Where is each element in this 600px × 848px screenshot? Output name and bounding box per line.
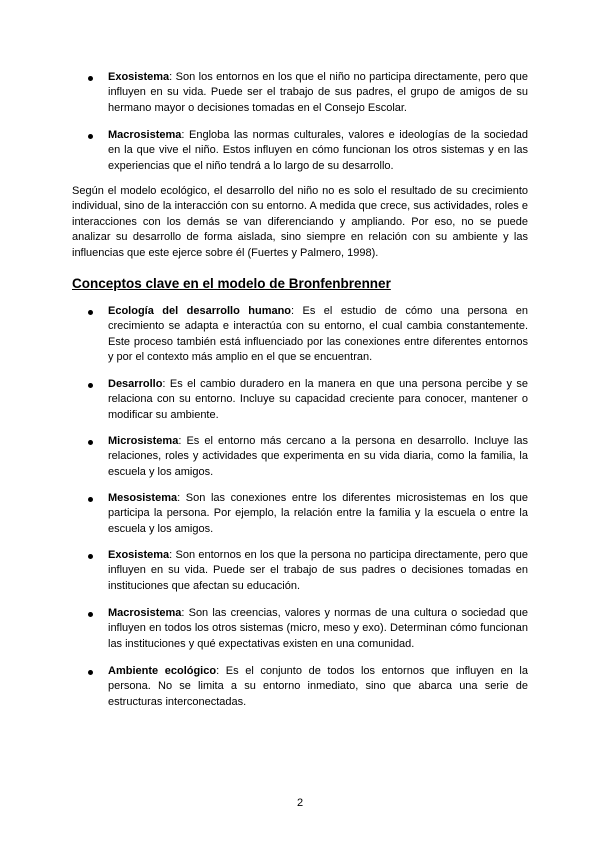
list-item: [88, 377, 528, 423]
bullet-icon: [88, 134, 93, 139]
term: Macrosistema: [108, 607, 182, 619]
list-item: [88, 491, 528, 537]
section-heading: Conceptos clave en el modelo de Bronfenbrenner: [72, 276, 391, 291]
bullet-icon: [88, 497, 93, 502]
bullet-icon: [88, 612, 93, 617]
term: Microsistema: [108, 435, 179, 447]
list-item: [88, 606, 528, 652]
list-item: [88, 434, 528, 480]
term: Ecología del desarrollo humano: [108, 305, 292, 317]
term: Mesosistema: [108, 492, 178, 504]
term: Desarrollo: [108, 378, 163, 390]
definition: : Son las conexiones entre los diferentes microsistemas en los que participa la persona. Por ejemplo, la relación entre la familia y la escuela o entre la escuela y los amigos.: [108, 492, 528, 535]
definition: : Engloba las normas culturales, valores e ideologías de la sociedad en la que vive el niño. Estos influyen en cómo funcionan los otros sistemas y en las experiencias que el niño tendrá a lo largo de su desarrollo.: [108, 129, 528, 172]
definition: : Es el estudio de cómo una persona en crecimiento se adapta e interactúa con su entorno, el cual cambia constantemente. Este proceso también está influenciado por las conexiones entre diferentes entornos y por el contexto más amplio en el que se encuentran.: [108, 305, 528, 364]
bullet-icon: [88, 440, 93, 445]
definition: : Son las creencias, valores y normas de una cultura o sociedad que influyen en todos los otros sistemas (micro, meso y exo). Determinan cómo funcionan las instituciones y qué expectativas existen en una comunidad.: [108, 607, 528, 650]
definition: : Es el entorno más cercano a la persona en desarrollo. Incluye las relaciones, roles y actividades que experimenta en su vida diaria, como la familia, la escuela y los amigos.: [108, 435, 528, 478]
definition: : Es el cambio duradero en la manera en que una persona percibe y se relaciona con su entorno. Incluye su capacidad creciente para conocer, mantener o modificar su ambiente.: [108, 378, 528, 421]
term: Ambiente ecológico: [108, 665, 217, 677]
bullet-icon: [88, 554, 93, 559]
page-number: 2: [296, 797, 304, 809]
term: Macrosistema: [108, 129, 182, 141]
list-item: [88, 304, 528, 366]
body-paragraph: Según el modelo ecológico, el desarrollo del niño no es solo el resultado de su crecimiento individual, sino de la interacción con su entorno. A medida que crece, sus actividades, roles e interacciones con los demás se van diferenciando y ampliando. Por eso, no se puede analizar su desarrollo de forma aislada, sino siempre en relación con su ambiente y las influencias que este ejerce sobre él (Fuertes y Palmero, 1998).: [72, 185, 528, 259]
definition: : Son los entornos en los que el niño no participa directamente, pero que influyen en su vida. Puede ser el trabajo de sus padres, el grupo de amigos de su hermano mayor o decisiones tomadas en el Consejo Escolar.: [108, 71, 528, 114]
list-item: [88, 128, 528, 174]
bullet-icon: [88, 383, 93, 388]
bullet-icon: [88, 76, 93, 81]
list-item: [88, 664, 528, 710]
term: Exosistema: [108, 71, 170, 83]
definition: : Es el conjunto de todos los entornos que influyen en la persona. No se limita a su entorno inmediato, sino que abarca una serie de estructuras interconectadas.: [108, 665, 528, 708]
definition: : Son entornos en los que la persona no participa directamente, pero que influyen en su vida. Puede ser el trabajo de sus padres o decisiones tomadas en instituciones que afectan su educación.: [108, 549, 528, 592]
bullet-icon: [88, 310, 93, 315]
list-item: [88, 548, 528, 594]
list-item: [88, 70, 528, 116]
bullet-icon: [88, 670, 93, 675]
term: Exosistema: [108, 549, 170, 561]
